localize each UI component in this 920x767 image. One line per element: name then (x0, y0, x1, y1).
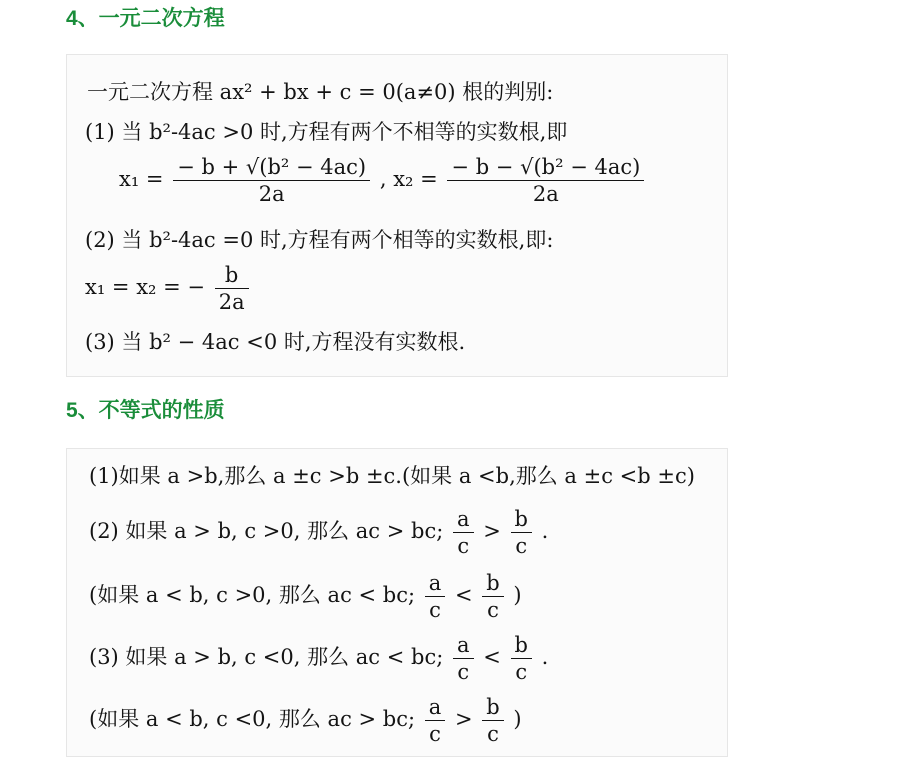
rule-3 (89, 633, 548, 684)
fraction-denominator: c (425, 720, 446, 746)
rule-2b-fraction-b (482, 571, 503, 622)
case-3-text: (3) 当 b² − 4ac <0 时,方程没有实数根. (85, 330, 466, 354)
fraction-numerator: b (514, 507, 528, 531)
fraction-numerator: b (514, 633, 528, 657)
fraction-denominator: c (511, 658, 532, 684)
equal-roots-denominator: 2a (215, 288, 249, 314)
x1-numerator: − b + √(b² − 4ac) (177, 155, 367, 179)
case-2-formula (85, 263, 252, 314)
fraction-numerator: a (428, 695, 442, 719)
x1-denominator: 2a (173, 180, 370, 206)
rule-1: (1)如果 a >b,那么 a ±c >b ±c.(如果 a <b,那么 a ±c <b ±c) (89, 464, 695, 488)
inequality-properties-panel (66, 448, 728, 757)
case-1-formula (119, 155, 647, 206)
comparison-operator: < (483, 645, 501, 669)
rule-2-fraction-a (453, 507, 474, 558)
rule-2 (89, 507, 548, 558)
fraction-numerator: a (456, 633, 470, 657)
discriminant-intro: 一元二次方程 ax² + bx + c = 0(a≠0) 根的判别: (87, 80, 554, 104)
x2-label: x₂ = (393, 167, 438, 191)
section-heading-inequalities: 5、不等式的性质 (66, 399, 225, 422)
rule-3-fraction-a (453, 633, 474, 684)
x1-label: x₁ = (119, 167, 164, 191)
fraction-numerator: b (486, 571, 500, 595)
fraction-denominator: c (482, 596, 503, 622)
rule-3-text: (3) 如果 a > b, c <0, 那么 ac < bc; (89, 645, 444, 669)
x2-fraction (447, 155, 644, 206)
line-end: ) (513, 707, 522, 731)
rule-3b-text: (如果 a < b, c <0, 那么 ac > bc; (89, 707, 416, 731)
rule-2b (89, 571, 522, 622)
comparison-operator: > (483, 519, 501, 543)
rule-3b-fraction-b (482, 695, 503, 746)
fraction-denominator: c (453, 658, 474, 684)
section-heading-quadratic: 4、一元二次方程 (66, 7, 225, 30)
fraction-numerator: b (486, 695, 500, 719)
rule-2-text: (2) 如果 a > b, c >0, 那么 ac > bc; (89, 519, 444, 543)
formula-separator: , (379, 167, 387, 191)
comparison-operator: < (454, 583, 473, 607)
fraction-denominator: c (482, 720, 503, 746)
case-1-text: (1) 当 b²-4ac >0 时,方程有两个不相等的实数根,即 (85, 120, 568, 144)
comparison-operator: > (454, 707, 473, 731)
rule-3b (89, 695, 522, 746)
equal-roots-numerator: b (224, 263, 239, 287)
x2-numerator: − b − √(b² − 4ac) (451, 155, 641, 179)
line-end: . (541, 645, 549, 669)
fraction-denominator: c (511, 532, 532, 558)
equal-roots-label: x₁ = x₂ = − (85, 275, 206, 299)
rule-2-fraction-b (511, 507, 532, 558)
rule-3-fraction-b (511, 633, 532, 684)
line-end: . (541, 519, 549, 543)
x1-fraction (173, 155, 370, 206)
fraction-denominator: c (453, 532, 474, 558)
fraction-numerator: a (456, 507, 470, 531)
fraction-numerator: a (428, 571, 442, 595)
quadratic-equation-panel (66, 54, 728, 377)
case-2-text: (2) 当 b²-4ac =0 时,方程有两个相等的实数根,即: (85, 228, 554, 252)
line-end: ) (513, 583, 522, 607)
rule-2b-fraction-a (425, 571, 446, 622)
equal-roots-fraction (215, 263, 249, 314)
x2-denominator: 2a (447, 180, 644, 206)
rule-2b-text: (如果 a < b, c >0, 那么 ac < bc; (89, 583, 416, 607)
rule-3b-fraction-a (425, 695, 446, 746)
fraction-denominator: c (425, 596, 446, 622)
